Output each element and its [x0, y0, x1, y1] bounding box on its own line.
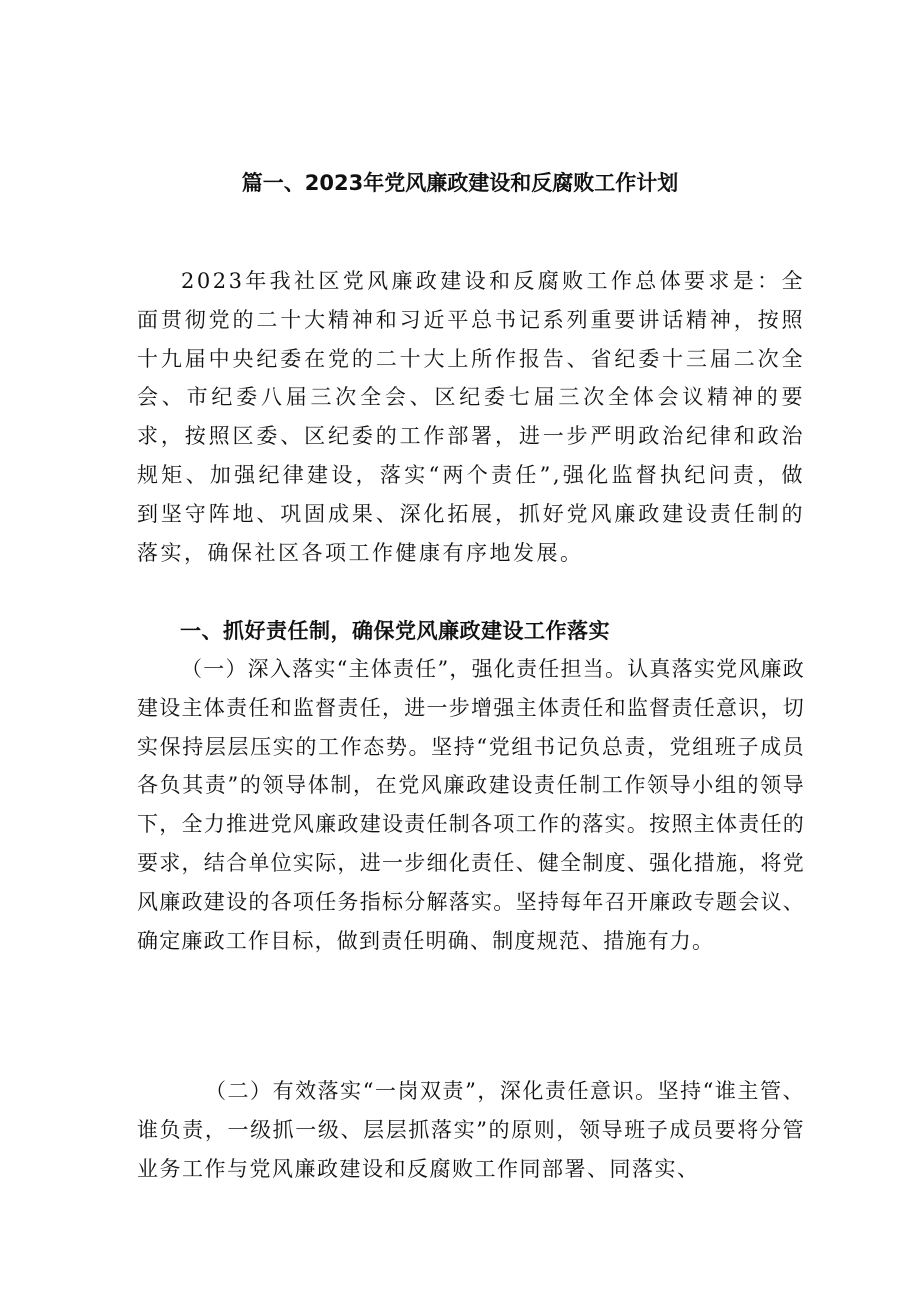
document-title: 篇一、2023年党风廉政建设和反腐败工作计划: [241, 171, 679, 195]
section-heading: 一、抓好责任制，确保党风廉政建设工作落实: [180, 619, 610, 643]
intro-paragraph: 2023年我社区党风廉政建设和反腐败工作总体要求是：全面贯彻党的二十大精神和习近平总书记系列重要讲话精神，按照十九届中央纪委在党的二十大上所作报告、省纪委十三届二次全会、市纪委八届三次全会、区纪委七届三次全体会议精神的要求，按照区委、区纪委的工作部署，进一步严明政治纪律和政治规矩、加强纪律建设，落实“两个责任”,强化监督执纪问责，做到坚守阵地、巩固成果、深化拓展，抓好党风廉政建设责任制的落实，确保社区各项工作健康有序地发展。: [137, 269, 805, 565]
paragraph-subsection-1: （一）深入落实“主体责任”，强化责任担当。认真落实党风廉政建设主体责任和监督责任，进一步增强主体责任和监督责任意识，切实保持层层压实的工作态势。坚持“党组书记负总责，党组班子成员各负其责”的领导体制，在党风廉政建设责任制工作领导小组的领导下，全力推进党风廉政建设责任制各项工作的落实。按照主体责任的要求，结合单位实际，进一步细化责任、健全制度、强化措施，将党风廉政建设的各项任务指标分解落实。坚持每年召开廉政专题会议、确定廉政工作目标，做到责任明确、制度规范、措施有力。: [137, 657, 805, 953]
paragraph-subsection-2: （二）有效落实“一岗双责”，深化责任意识。坚持“谁主管、谁负责，一级抓一级、层层抓落实”的原则，领导班子成员要将分管业务工作与党风廉政建设和反腐败工作同部署、同落实、: [137, 1079, 805, 1181]
